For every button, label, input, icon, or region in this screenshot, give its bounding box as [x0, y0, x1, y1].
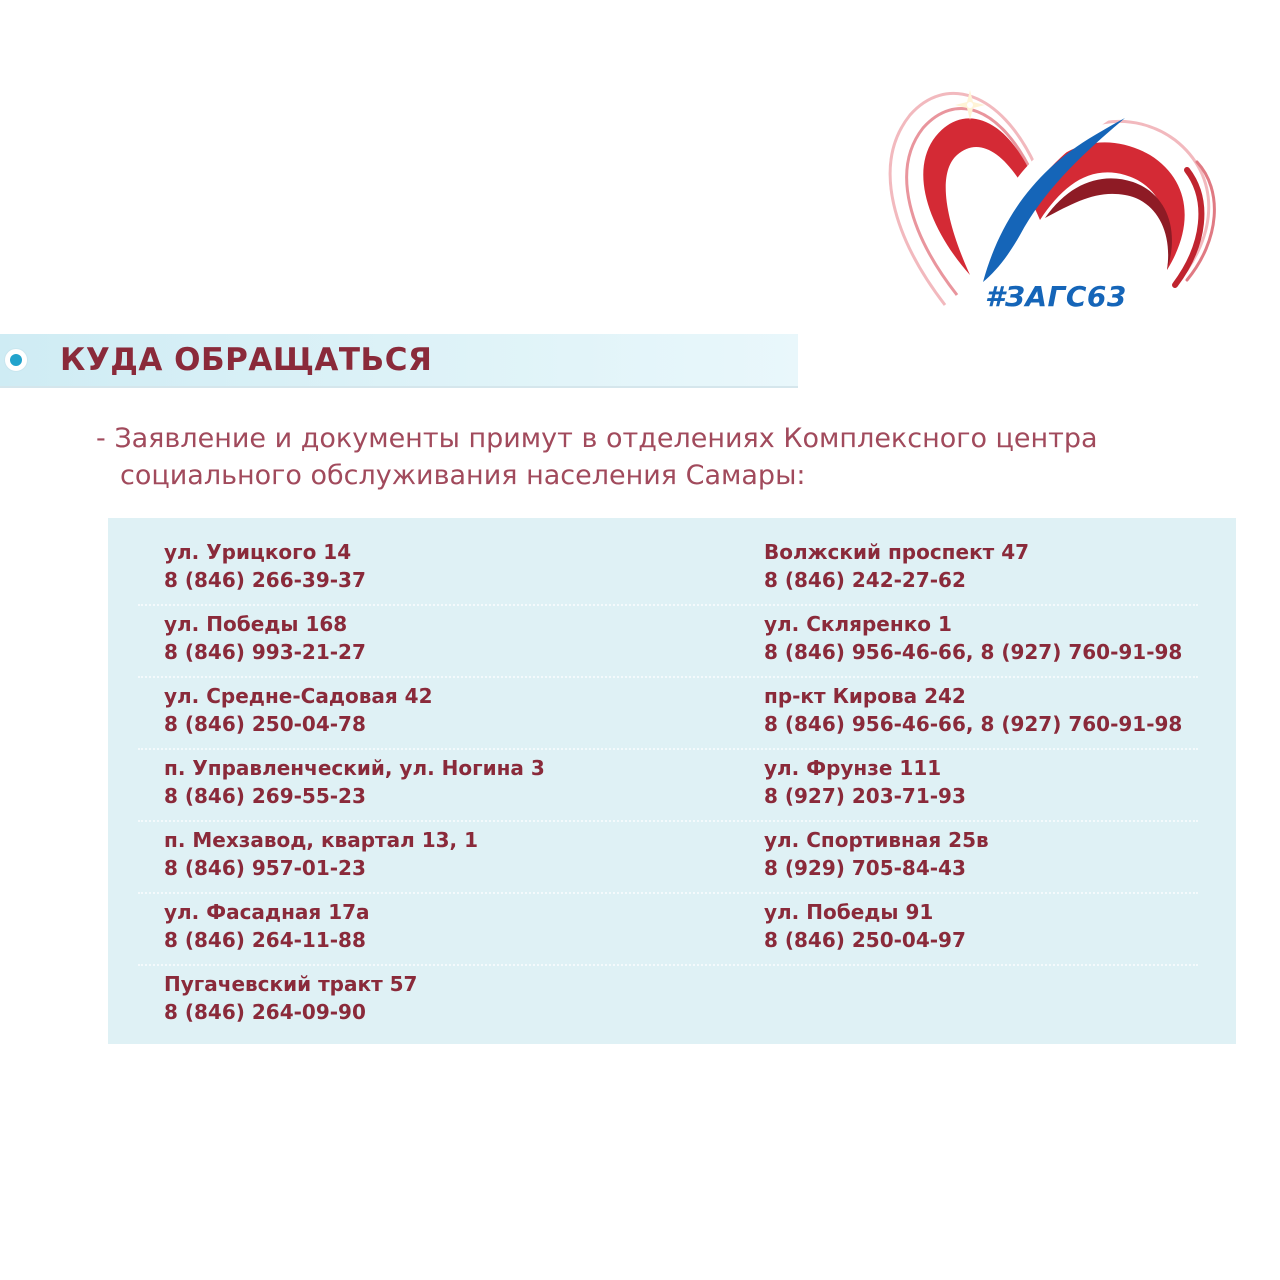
- office-entry: [764, 682, 1182, 754]
- intro-line-2: социального обслуживания населения Самары:: [120, 460, 806, 491]
- logo-hashtag: #ЗАГС63: [985, 280, 1127, 313]
- office-phone: 8 (846) 264-09-90: [164, 1000, 366, 1024]
- office-address: ул. Скляренко 1: [764, 612, 952, 636]
- office-phone: 8 (846) 956-46-66, 8 (927) 760-91-98: [764, 640, 1183, 664]
- office-phone: 8 (846) 242-27-62: [764, 568, 966, 592]
- office-entry: [164, 538, 545, 610]
- office-address: пр-кт Кирова 242: [764, 684, 966, 708]
- office-entry: [164, 754, 545, 826]
- intro-line-1: - Заявление и документы примут в отделениях Комплексного центра: [96, 423, 1098, 454]
- office-address: ул. Урицкого 14: [164, 540, 352, 564]
- office-entry: [164, 898, 545, 970]
- office-entry: [164, 970, 545, 1042]
- office-address: ул. Фасадная 17а: [164, 900, 370, 924]
- intro-text: [96, 420, 1216, 494]
- office-entry: [764, 826, 1182, 898]
- section-banner: [0, 334, 798, 388]
- office-entry: [164, 682, 545, 754]
- office-entry: [164, 826, 545, 898]
- section-title: КУДА ОБРАЩАТЬСЯ: [60, 342, 433, 378]
- office-address: ул. Победы 168: [164, 612, 348, 636]
- office-phone: 8 (846) 264-11-88: [164, 928, 366, 952]
- office-address: Пугачевский тракт 57: [164, 972, 418, 996]
- office-address: ул. Фрунзе 111: [764, 756, 942, 780]
- offices-left-column: [164, 538, 545, 1042]
- offices-right-column: [764, 538, 1182, 970]
- office-entry: [164, 610, 545, 682]
- office-address: ул. Средне-Садовая 42: [164, 684, 433, 708]
- office-phone: 8 (846) 957-01-23: [164, 856, 366, 880]
- office-address: Волжский проспект 47: [764, 540, 1030, 564]
- office-address: ул. Спортивная 25в: [764, 828, 989, 852]
- office-entry: [764, 610, 1182, 682]
- offices-panel: [108, 518, 1236, 1044]
- office-address: п. Мехзавод, квартал 13, 1: [164, 828, 479, 852]
- office-phone: 8 (927) 203-71-93: [764, 784, 966, 808]
- office-entry: [764, 754, 1182, 826]
- office-phone: 8 (929) 705-84-43: [764, 856, 966, 880]
- office-phone: 8 (846) 269-55-23: [164, 784, 366, 808]
- office-phone: 8 (846) 956-46-66, 8 (927) 760-91-98: [764, 712, 1183, 736]
- office-phone: 8 (846) 250-04-78: [164, 712, 366, 736]
- office-entry: [764, 898, 1182, 970]
- office-address: п. Управленческий, ул. Ногина 3: [164, 756, 545, 780]
- office-phone: 8 (846) 266-39-37: [164, 568, 366, 592]
- bullet-icon: [4, 348, 28, 372]
- office-phone: 8 (846) 993-21-27: [164, 640, 366, 664]
- office-entry: [764, 538, 1182, 610]
- office-address: ул. Победы 91: [764, 900, 934, 924]
- office-phone: 8 (846) 250-04-97: [764, 928, 966, 952]
